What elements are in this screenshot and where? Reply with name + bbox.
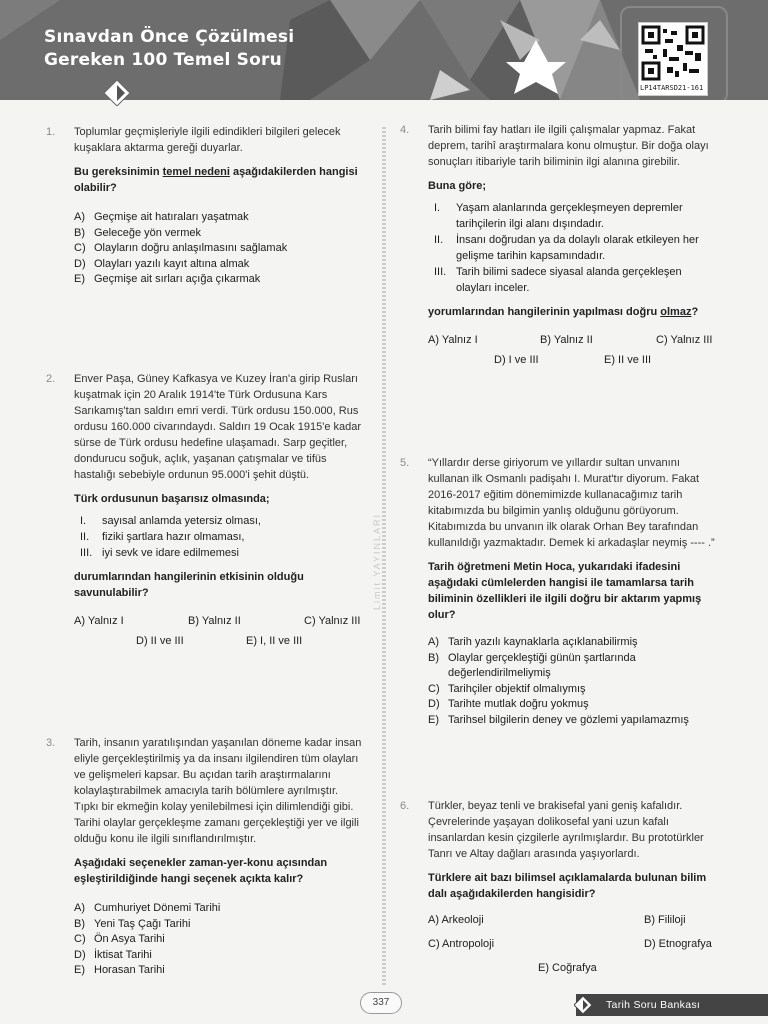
choice-letter: E)	[74, 273, 85, 285]
prompt-text: ?	[691, 306, 699, 318]
statement-2	[434, 232, 718, 264]
choice-text: Ön Asya Tarihi	[94, 933, 165, 945]
choice-a[interactable]: A) Yalnız I	[74, 615, 124, 627]
choice-b[interactable]	[74, 917, 364, 933]
choice-text: Geleceğe yön vermek	[94, 226, 201, 239]
prompt-text: yorumlarından hangilerinin yapılması doğru	[428, 306, 661, 318]
choice-letter: B)	[428, 651, 439, 664]
choice-letter: B)	[74, 917, 85, 930]
choice-b[interactable]	[74, 226, 364, 242]
question-prompt: Tarih öğretmeni Metin Hoca, yukarıdaki ifadesini aşağıdaki cümlelerden hangisi ile tamamlarsa tarih biliminin özellikleri ile ilgili doğru bir aktarım yapmış olur?	[428, 561, 702, 621]
choice-b[interactable]	[428, 651, 718, 682]
choice-text: İktisat Tarihi	[94, 948, 152, 961]
choice-letter: C)	[428, 682, 440, 695]
question-number: 2.	[46, 373, 56, 385]
choice-a[interactable]	[428, 635, 718, 651]
choice-d[interactable]: D) II ve III	[136, 635, 184, 647]
choice-b[interactable]: B) Yalnız II	[540, 334, 593, 346]
question-prompt: Türklere ait bazı bilimsel açıklamalarda bulunan bilim dalı aşağıdakilerden hangisidir?	[428, 872, 707, 900]
question-number: 4.	[400, 124, 410, 136]
question-2	[46, 371, 364, 657]
statement-3	[434, 264, 718, 296]
choice-text: Tarih yazılı kaynaklarla açıklanabilirmiş	[448, 636, 638, 648]
choice-d[interactable]: D) I ve III	[494, 354, 539, 366]
choice-c[interactable]: C) Antropoloji	[428, 938, 495, 950]
question-prompt: Buna göre;	[428, 180, 487, 192]
choice-e[interactable]: E) II ve III	[604, 354, 652, 366]
choice-d[interactable]	[74, 257, 364, 273]
question-stem: Enver Paşa, Güney Kafkasya ve Kuzey İran'a girip Rusları kuşatmak için 20 Aralık 1914'te Türk Ordusuna Kars Sarıkamış'tan saldırı emri verdi. Türk ordusu 150.000, Rus ordusu 160.000 civarındaydı. Saldırı 19 Ocak 1915'e kadar sürse de Türk ordusu hedefine ulaşamadı. Sarp geçitler, dondurucu soğuk, açlık, yaşanan çatışmalar ve tifüs hastalığı sebebiyle ordunun 95.000'i şehit düştü.	[74, 373, 362, 481]
question-stem: Toplumlar geçmişleriyle ilgili edindikleri bilgileri gelecek kuşaklara aktarma gereği duyarlar.	[74, 126, 341, 154]
question-stem: Türkler, beyaz tenli ve brakisefal yani geniş kafalıdır. Çevrelerinde yaşayan dolikosefal yani uzun kafalı insanlardan kesin çizgilerle ayrılmışlardır. Bu prototürkler Tanrı ve Altay dağları arasında yaşıyorlardı.	[428, 800, 704, 860]
choice-text: Tarihçiler objektif olmalıymış	[448, 682, 586, 695]
choice-text: Geçmişe ait sırları açığa çıkarmak	[94, 273, 261, 285]
statement-numeral: II.	[434, 234, 444, 246]
choice-c[interactable]: C) Yalnız III	[304, 615, 361, 627]
choice-letter: C)	[74, 933, 86, 945]
question-prompt	[74, 164, 364, 196]
choice-letter: D)	[428, 698, 440, 710]
choice-a[interactable]: A) Yalnız I	[428, 334, 478, 346]
diamond-arrow-icon	[574, 996, 592, 1014]
answer-choices	[428, 912, 718, 982]
choice-text: Horasan Tarihi	[94, 964, 165, 976]
statement-text: Tarih bilimi sadece siyasal alanda gerçekleşen olayları inceler.	[456, 266, 682, 294]
choice-e[interactable]: E) I, II ve III	[246, 635, 303, 647]
choice-c[interactable]: C) Yalnız III	[656, 334, 713, 346]
choice-letter: E)	[74, 964, 85, 976]
choice-text: Tarihte mutlak doğru yokmuş	[448, 698, 589, 710]
question-prompt: Aşağıdaki seçenekler zaman-yer-konu açısından eşleştirildiğinde hangi seçenek açıkta kalır?	[74, 857, 328, 885]
answer-choices	[74, 210, 364, 288]
choice-d[interactable]	[74, 948, 364, 964]
page-title	[44, 26, 294, 72]
statement-text: sayısal anlamda yetersiz olması,	[102, 515, 261, 527]
question-prompt: Türk ordusunun başarısız olmasında;	[74, 493, 270, 505]
choice-e[interactable]	[74, 963, 364, 979]
statement-text: Yaşam alanlarında gerçekleşmeyen depremler tarihçilerin ilgi alanı dışındadır.	[456, 202, 683, 230]
question-3	[46, 735, 364, 979]
statement-numeral: II.	[80, 531, 90, 543]
question-number: 5.	[400, 457, 410, 469]
choice-text: Geçmişe ait hatıraları yaşatmak	[94, 211, 249, 223]
publisher-watermark: Limit YAYINLARI	[372, 512, 382, 610]
question-stem: “Yıllardır derse giriyorum ve yıllardır sultan unvanını kullanan ilk Osmanlı padişahı I. Murat'tır diyorum. Fakat 2016-2017 eğitim dönemimizde kullanacağımız tarih kitabımızda bu bilgimin yanlış olduğunu görüyorum. Kitabımızda bu unvanın ilk olarak Orhan Bey tarafından kullanıldığı yazmaktadır. Demek ki arkadaşlar neymiş ---- .”	[428, 457, 715, 549]
choice-text: Olayların doğru anlaşılmasını sağlamak	[94, 242, 288, 254]
choice-e[interactable]	[74, 272, 364, 288]
choice-letter: E)	[428, 713, 439, 726]
choice-text: Olayları yazılı kayıt altına almak	[94, 257, 250, 270]
page-title-line-2: Gereken 100 Temel Soru	[44, 50, 282, 70]
statement-list	[434, 200, 718, 296]
prompt-emphasis: olmaz	[660, 306, 692, 318]
prompt-emphasis: temel nedeni	[162, 166, 230, 178]
statement-numeral: III.	[80, 547, 93, 559]
choice-b[interactable]: B) Fililoji	[644, 914, 686, 926]
statement-3	[80, 545, 364, 561]
choice-e[interactable]	[428, 713, 718, 729]
statement-text: İnsanı doğrudan ya da dolaylı olarak etkileyen her gelişme tarihin kapsamındadır.	[456, 234, 699, 262]
question-number: 3.	[46, 737, 56, 749]
statement-text: fiziki şartlara hazır olmaması,	[102, 531, 245, 543]
statement-2	[80, 529, 364, 545]
choice-text: Tarihsel bilgilerin deney ve gözlemi yapılamazmış	[448, 713, 689, 726]
answer-choices	[74, 613, 364, 657]
choice-b[interactable]: B) Yalnız II	[188, 615, 241, 627]
choice-c[interactable]	[74, 932, 364, 948]
choice-letter: C)	[74, 242, 86, 254]
choice-letter: D)	[74, 948, 86, 961]
page-title-line-1: Sınavdan Önce Çözülmesi	[44, 27, 295, 47]
choice-d[interactable]: D) Etnografya	[644, 938, 712, 950]
choice-c[interactable]	[428, 682, 718, 698]
statement-list	[80, 513, 364, 561]
page-number: 337	[360, 992, 402, 1014]
choice-text: Olaylar gerçekleştiği günün şartlarında değerlendirilmeliymiş	[448, 651, 636, 679]
question-number: 1.	[46, 126, 56, 138]
statement-numeral: I.	[80, 515, 87, 527]
question-6	[400, 798, 718, 982]
question-prompt: durumlarından hangilerinin etkisinin olduğu savunulabilir?	[74, 571, 304, 599]
diamond-arrow-icon	[104, 80, 130, 106]
prompt-text: aşağıdakilerden hangisi olabilir?	[74, 166, 358, 194]
choice-d[interactable]	[428, 697, 718, 713]
statement-1	[434, 200, 718, 232]
choice-letter: A)	[74, 211, 85, 223]
answer-choices	[428, 635, 718, 728]
choice-letter: B)	[74, 226, 85, 239]
answer-choices	[428, 332, 718, 376]
question-number: 6.	[400, 800, 410, 812]
statement-text: iyi sevk ve idare edilmemesi	[102, 547, 239, 559]
choice-e[interactable]: E) Coğrafya	[538, 962, 597, 974]
statement-numeral: I.	[434, 202, 441, 214]
answer-choices	[74, 901, 364, 979]
choice-a[interactable]	[74, 210, 364, 226]
statement-1	[80, 513, 364, 529]
question-stem: Tarih bilimi fay hatları ile ilgili çalışmalar yapmaz. Fakat deprem, tarihî araştırmalara konu olmuştur. Bir doğa olayı sonuçları itibariyle tarih biliminin ilgi alanına girebilir.	[428, 124, 709, 168]
question-prompt	[428, 304, 718, 320]
statement-numeral: III.	[434, 266, 447, 278]
qr-code-label: LP14TARSD21-161	[640, 84, 704, 92]
choice-c[interactable]	[74, 241, 364, 257]
footer-banner: Tarih Soru Bankası	[576, 994, 768, 1016]
choice-a[interactable]	[74, 901, 364, 917]
choice-a[interactable]: A) Arkeoloji	[428, 914, 484, 926]
qr-code-icon	[639, 23, 707, 83]
question-1	[46, 124, 364, 288]
choice-letter: D)	[74, 257, 86, 270]
prompt-text: Bu gereksinimin	[74, 166, 163, 178]
choice-letter: A)	[74, 902, 85, 914]
choice-text: Yeni Taş Çağı Tarihi	[94, 917, 191, 930]
question-4	[400, 122, 718, 376]
question-5	[400, 455, 718, 728]
choice-text: Cumhuriyet Dönemi Tarihi	[94, 902, 221, 914]
question-stem: Tarih, insanın yaratılışından yaşanılan döneme kadar insan eliyle gerçekleştirilmiş ya da insanı ilgilendiren tüm olayları ve gelişmeleri kapsar. Bu açıdan tarih araştırmalarını kolaylaştırabilmek amacıyla tarih bölümlere ayrılmıştır. Tıpkı bir ekmeğin kolay yenilebilmesi için dilimlendiği gibi. Tarihi olaylar gerçekleşme zamanı gerçekleştiği yer ve ilgili olduğu konu ile ilgili sınıflandırılmıştır.	[74, 737, 362, 845]
choice-letter: A)	[428, 636, 439, 648]
